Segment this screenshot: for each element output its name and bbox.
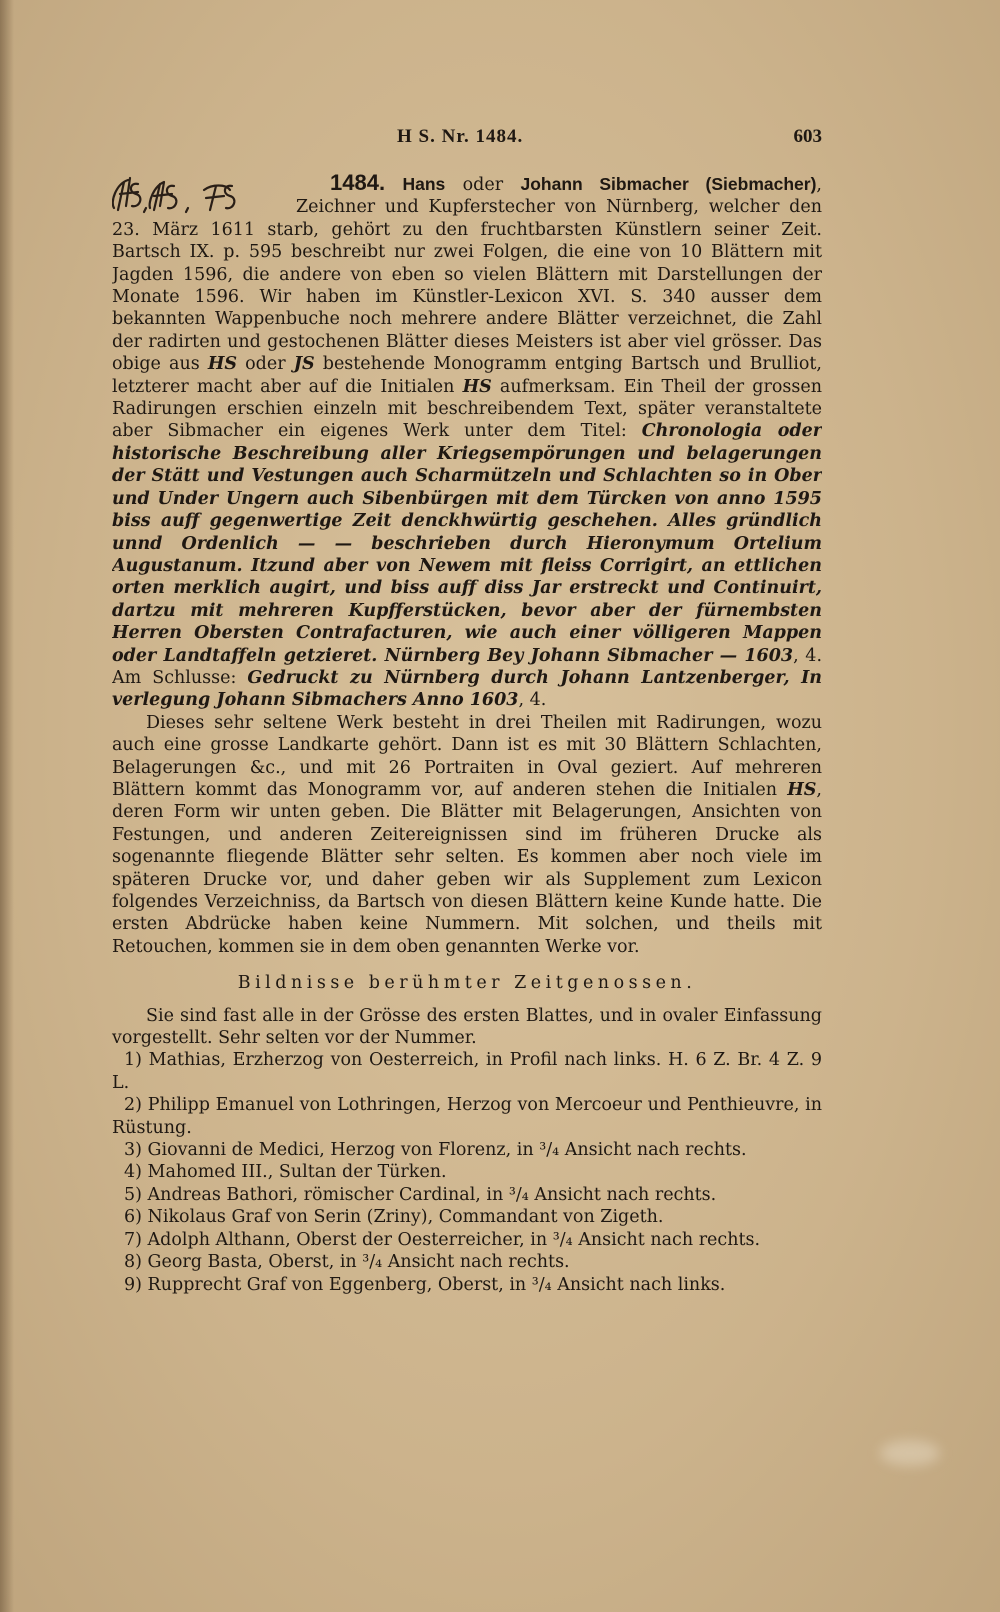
page-spine-shadow [0, 0, 14, 1612]
item-number: 8) [124, 1252, 142, 1273]
page-text-block [112, 126, 822, 1296]
entry-text-mid-3: aufmerksam. Ein Theil der grossen Radirungen erschien einzeln mit beschreibendem Text, später veranstaltete aber Sibmacher ein eigenes Werk unter dem Titel: [112, 376, 822, 442]
initials-js: JS [293, 354, 315, 375]
list-item [112, 1274, 822, 1296]
item-text: Philipp Emanuel von Lothringen, Herzog von Mercoeur und Penthieuvre, in Rüstung. [112, 1095, 822, 1138]
list-item [112, 1206, 822, 1228]
entry-text-mid-2: bestehende Monogramm entging Bartsch und Brulliot, letzterer macht aber auf die Initialen [112, 354, 822, 397]
section-heading: Bildnisse berühmter Zeitgenossen. [237, 973, 697, 994]
initials-hs-2: HS [462, 376, 492, 397]
description-part-2: , deren Form wir unten geben. Die Blätter mit Belagerungen, Ansichten von Festungen, und anderen Zeitereignissen sind im früheren Drucke als sogenannte fliegende Blätter sehr selten. Es kommen aber noch viele im späteren Drucke vor, und daher geben wir als Supplement zum Lexicon folgendes Verzeichniss, da Bartsch von diesen Blättern keine Kunde hatte. Die ersten Abdrücke haben keine Nummern. Mit solchen, und theils mit Retouchen, kommen sie in dem oben genannten Werke vor. [112, 779, 822, 957]
item-number: 6) [124, 1207, 142, 1228]
entry-text-mid-1: oder [237, 354, 294, 375]
item-text: Giovanni de Medici, Herzog von Florenz, in ³/₄ Ansicht nach rechts. [147, 1140, 747, 1161]
item-number: 7) [124, 1229, 142, 1250]
item-number: 9) [124, 1274, 142, 1295]
entry-name-1: Hans [402, 174, 446, 194]
list-item [112, 1139, 822, 1161]
list-item [112, 1049, 822, 1094]
item-text: Nikolaus Graf von Serin (Zriny), Commandant von Zigeth. [147, 1207, 664, 1228]
initials-hs-3: HS [787, 779, 817, 800]
section-intro: Sie sind fast alle in der Grösse des ersten Blattes, und in ovaler Einfassung vorgestellt. Sehr selten vor der Nummer. [112, 1005, 822, 1049]
item-number: 5) [124, 1184, 142, 1205]
item-number: 2) [124, 1095, 142, 1116]
list-item [112, 1161, 822, 1183]
entry-intro-text: , Zeichner und Kupferstecher von Nürnberg, welcher den 23. März 1611 starb, gehört zu den fruchtbarsten Künstlern seiner Zeit. Bartsch IX. p. 595 beschreibt nur zwei Folgen, die eine von 10 Blättern mit Jagden 1596, die andere von eben so vielen Blättern mit Darstellungen der Monate 1596. Wir haben im Künstler-Lexicon XVI. S. 340 ausser dem bekannten Wappenbuche noch mehrere andere Blätter verzeichnet, die Zahl der radirten und gestochenen Blätter dieses Meisters ist aber viel grösser. Das obige aus [112, 175, 822, 375]
item-text: Georg Basta, Oberst, in ³/₄ Ansicht nach rechts. [147, 1252, 570, 1273]
entry-intro-paragraph [112, 172, 822, 712]
initials-hs-1: HS [207, 354, 237, 375]
description-paragraph [112, 712, 822, 958]
item-text: Adolph Althann, Oberst der Oesterreicher, in ³/₄ Ansicht nach rechts. [147, 1229, 761, 1250]
entry-number: 1484. [330, 172, 386, 195]
item-text: Andreas Bathori, römischer Cardinal, in ³/₄ Ansicht nach rechts. [147, 1184, 717, 1205]
colophon-end: , 4. [518, 690, 547, 711]
item-number: 1) [124, 1050, 142, 1071]
list-item [112, 1251, 822, 1273]
paper-smudge [880, 1440, 940, 1466]
book-title: Chronologia oder historische Beschreibung aller Kriegsempörungen und belagerungen der Stätt und Vestungen auch Scharmützeln und Schlachten so in Ober und Under Ungern auch Sibenbürgen mit dem Türcken von anno 1595 biss auff gegenwertige Zeit denckhwürtig geschehen. Alles gründlich unnd Ordenlich — — beschrieben durch Hieronymum Ortelium Augustanum. Itzund aber von Newem mit fleiss Corrigirt, an ettlichen orten merklich augirt, und biss auff diss Jar erstreckt und Continuirt, dartzu mit mehreren Kupfferstücken, bevor aber der fürnembsten Herren Obersten Contrafacturen, wie auch einer völligeren Mappen oder Landtaffeln getzieret. Nürnberg Bey Johann Sibmacher — 1603 [112, 421, 822, 666]
entry-name-2: Johann Sibmacher (Siebmacher) [520, 174, 817, 194]
page-number: 603 [793, 126, 822, 147]
item-number: 3) [124, 1140, 142, 1161]
list-item [112, 1229, 822, 1251]
list-item [112, 1094, 822, 1139]
entry-conn-1: oder [445, 175, 521, 195]
running-title: H S. Nr. 1484. [397, 126, 524, 147]
entry-after-title: , 4. Am Schlusse: [112, 645, 822, 688]
running-header [112, 126, 822, 156]
description-part-1: Dieses sehr seltene Werk besteht in drei Theilen mit Radirungen, wozu auch eine grosse Landkarte gehört. Dann ist es mit 30 Blättern Schlachten, Belagerungen &c., und mit 26 Portraiten in Oval geziert. Auf mehreren Blättern kommt das Monogramm vor, auf anderen stehen die Initialen [112, 712, 822, 800]
item-text: Mathias, Erzherzog von Oesterreich, in Profil nach links. H. 6 Z. Br. 4 Z. 9 L. [112, 1050, 822, 1093]
item-text: Rupprecht Graf von Eggenberg, Oberst, in ³/₄ Ansicht nach links. [147, 1274, 726, 1295]
list-item [112, 1184, 822, 1206]
portrait-list [112, 1049, 822, 1295]
item-text: Mahomed III., Sultan der Türken. [147, 1162, 447, 1183]
colophon: Gedruckt zu Nürnberg durch Johann Lantzenberger, In verlegung Johann Sibmachers Anno 1603 [112, 667, 822, 711]
item-number: 4) [124, 1162, 142, 1183]
monogram-icon [112, 172, 290, 214]
